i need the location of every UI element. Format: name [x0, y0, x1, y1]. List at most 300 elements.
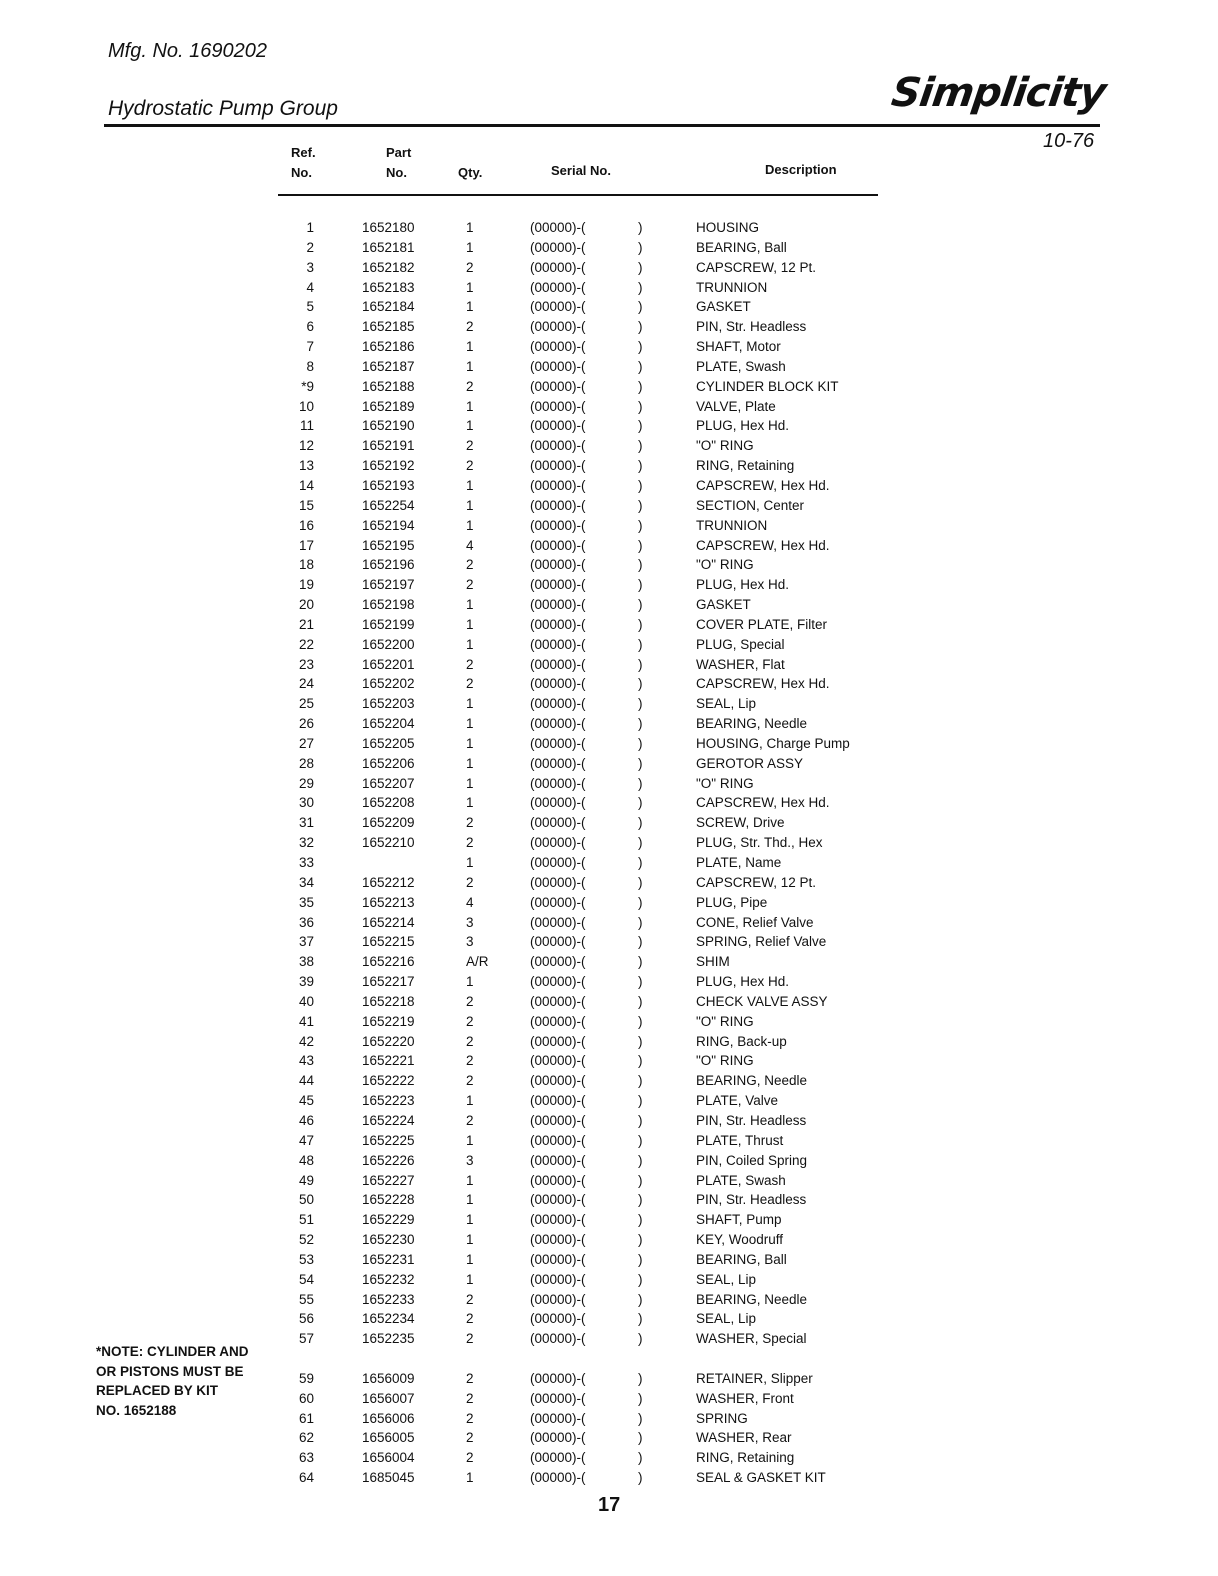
table-row	[0, 595, 1218, 615]
description: BEARING, Needle	[696, 1291, 808, 1307]
ref-number: 32	[298, 835, 314, 851]
description: SEAL, Lip	[696, 696, 757, 712]
table-row	[0, 873, 1218, 893]
serial-number: (00000)-(	[530, 993, 586, 1009]
description: HOUSING, Charge Pump	[696, 735, 850, 751]
table-row	[0, 238, 1218, 258]
ref-number: 25	[298, 696, 314, 712]
part-number: 1652191	[362, 438, 415, 454]
serial-number: (00000)-(	[530, 795, 586, 811]
serial-number: (00000)-(	[530, 1370, 586, 1386]
ref-number: 24	[298, 676, 314, 692]
ref-number: 31	[298, 815, 314, 831]
table-row	[0, 397, 1218, 417]
serial-number: (00000)-(	[530, 1232, 586, 1248]
serial-bracket: )	[638, 398, 643, 414]
part-number: 1652205	[362, 735, 415, 751]
ref-number: 23	[298, 656, 314, 672]
part-number: 1656004	[362, 1450, 415, 1466]
description: PIN, Coiled Spring	[696, 1152, 808, 1168]
part-number: 1652186	[362, 339, 415, 355]
part-number: 1652229	[362, 1212, 415, 1228]
serial-number: (00000)-(	[530, 1053, 586, 1069]
description: CAPSCREW, 12 Pt.	[696, 874, 817, 890]
table-row	[0, 1131, 1218, 1151]
serial-bracket: )	[638, 1430, 643, 1446]
description: PLATE, Thrust	[696, 1132, 784, 1148]
part-number: 1652209	[362, 815, 415, 831]
table-row	[0, 1151, 1218, 1171]
serial-bracket: )	[638, 656, 643, 672]
description: COVER PLATE, Filter	[696, 616, 828, 632]
description: CYLINDER BLOCK KIT	[696, 378, 839, 394]
serial-number: (00000)-(	[530, 477, 586, 493]
quantity: 3	[466, 1152, 474, 1168]
quantity: 2	[466, 1331, 474, 1347]
ref-number: 3	[306, 259, 314, 275]
description: TRUNNION	[696, 279, 768, 295]
table-row	[0, 615, 1218, 635]
serial-bracket: )	[638, 1390, 643, 1406]
ref-number: 44	[298, 1073, 314, 1089]
part-number: 1652183	[362, 279, 415, 295]
ref-number: 39	[298, 974, 314, 990]
ref-number: 36	[298, 914, 314, 930]
serial-bracket: )	[638, 537, 643, 553]
quantity: 2	[466, 438, 474, 454]
part-number: 1656009	[362, 1370, 415, 1386]
description: BEARING, Needle	[696, 1073, 808, 1089]
description: TRUNNION	[696, 517, 768, 533]
quantity: 4	[466, 894, 474, 910]
ref-number: 56	[298, 1311, 314, 1327]
quantity: 1	[466, 1132, 474, 1148]
description: "O" RING	[696, 775, 754, 791]
serial-number: (00000)-(	[530, 1390, 586, 1406]
description: CAPSCREW, Hex Hd.	[696, 795, 830, 811]
part-number: 1652224	[362, 1112, 415, 1128]
quantity: 2	[466, 1073, 474, 1089]
table-row	[0, 1171, 1218, 1191]
quantity: 1	[466, 716, 474, 732]
serial-number: (00000)-(	[530, 1033, 586, 1049]
serial-bracket: )	[638, 1152, 643, 1168]
part-number: 1652194	[362, 517, 415, 533]
serial-bracket: )	[638, 855, 643, 870]
serial-bracket: )	[638, 1073, 643, 1089]
table-row	[0, 1012, 1218, 1032]
quantity: 2	[466, 458, 474, 474]
description: RING, Back-up	[696, 1033, 787, 1049]
serial-number: (00000)-(	[530, 696, 586, 712]
description: CHECK VALVE ASSY	[696, 993, 828, 1009]
ref-number: 15	[298, 497, 314, 513]
ref-number: 14	[298, 477, 314, 493]
part-number: 1652222	[362, 1073, 415, 1089]
description: PLUG, Hex Hd.	[696, 577, 790, 593]
serial-bracket: )	[638, 815, 643, 831]
table-row	[0, 317, 1218, 337]
serial-bracket: )	[638, 299, 643, 315]
serial-bracket: )	[638, 378, 643, 394]
serial-number: (00000)-(	[530, 1192, 586, 1208]
serial-number: (00000)-(	[530, 914, 586, 930]
part-number: 1652221	[362, 1053, 415, 1069]
table-row	[0, 1111, 1218, 1131]
table-row	[0, 1428, 1218, 1448]
ref-number: 51	[298, 1212, 314, 1228]
ref-number: 20	[298, 597, 314, 613]
table-row	[0, 813, 1218, 833]
serial-number: (00000)-(	[530, 458, 586, 474]
serial-bracket: )	[638, 1192, 643, 1208]
part-number: 1652187	[362, 358, 415, 374]
quantity: 1	[466, 1212, 474, 1228]
col-header-ref-line2: No.	[291, 165, 312, 180]
serial-number: (00000)-(	[530, 557, 586, 573]
quantity: 3	[466, 934, 474, 950]
part-number: 1652184	[362, 299, 415, 315]
serial-number: (00000)-(	[530, 279, 586, 295]
serial-number: (00000)-(	[530, 815, 586, 831]
description: GEROTOR ASSY	[696, 755, 804, 771]
serial-number: (00000)-(	[530, 378, 586, 394]
table-row	[0, 734, 1218, 754]
ref-number: 52	[298, 1232, 314, 1248]
ref-number: 4	[306, 279, 314, 295]
table-row	[0, 278, 1218, 298]
quantity: 1	[466, 517, 474, 533]
kit-note	[96, 1342, 296, 1420]
col-header-description: Description	[765, 162, 837, 177]
description: SHAFT, Motor	[696, 339, 781, 355]
description: PLATE, Valve	[696, 1093, 779, 1109]
serial-bracket: )	[638, 259, 643, 275]
serial-bracket: )	[638, 1410, 643, 1426]
serial-number: (00000)-(	[530, 954, 586, 970]
serial-number: (00000)-(	[530, 974, 586, 990]
page-title: Hydrostatic Pump Group	[108, 97, 338, 120]
quantity: 1	[466, 239, 474, 255]
table-row	[0, 436, 1218, 456]
table-row	[0, 694, 1218, 714]
part-number: 1652199	[362, 616, 415, 632]
quantity: 1	[466, 358, 474, 374]
note-line: NO. 1652188	[96, 1402, 177, 1418]
serial-number: (00000)-(	[530, 755, 586, 771]
description: VALVE, Plate	[696, 398, 776, 414]
description: PLATE, Name	[696, 855, 782, 870]
ref-number: 48	[298, 1152, 314, 1168]
description: PLUG, Str. Thd., Hex	[696, 835, 823, 851]
serial-bracket: )	[638, 438, 643, 454]
ref-number: 33	[298, 855, 314, 870]
mfg-number: Mfg. No. 1690202	[108, 40, 267, 62]
quantity: 2	[466, 835, 474, 851]
serial-bracket: )	[638, 1053, 643, 1069]
description: "O" RING	[696, 438, 754, 454]
quantity: 2	[466, 378, 474, 394]
ref-number: 30	[298, 795, 314, 811]
description: RING, Retaining	[696, 1450, 795, 1466]
table-row	[0, 833, 1218, 853]
serial-bracket: )	[638, 636, 643, 652]
ref-number: 63	[298, 1450, 314, 1466]
serial-number: (00000)-(	[530, 259, 586, 275]
ref-number: 42	[298, 1033, 314, 1049]
serial-bracket: )	[638, 616, 643, 632]
quantity: 1	[466, 795, 474, 811]
part-number: 1652197	[362, 577, 415, 593]
table-row	[0, 1290, 1218, 1310]
description: PLUG, Special	[696, 636, 785, 652]
serial-bracket: )	[638, 418, 643, 434]
description: CAPSCREW, Hex Hd.	[696, 477, 830, 493]
part-number: 1652227	[362, 1172, 415, 1188]
serial-number: (00000)-(	[530, 894, 586, 910]
description: PLUG, Hex Hd.	[696, 418, 790, 434]
table-row	[0, 1051, 1218, 1071]
ref-number: 27	[298, 735, 314, 751]
description: SEAL, Lip	[696, 1271, 757, 1287]
description: PIN, Str. Headless	[696, 319, 807, 335]
serial-bracket: )	[638, 696, 643, 712]
description: SHAFT, Pump	[696, 1212, 782, 1228]
description: SECTION, Center	[696, 497, 805, 513]
serial-number: (00000)-(	[530, 418, 586, 434]
ref-number: 62	[298, 1430, 314, 1446]
table-row	[0, 1250, 1218, 1270]
part-number: 1652190	[362, 418, 415, 434]
part-number: 1652214	[362, 914, 415, 930]
description: PLATE, Swash	[696, 1172, 786, 1188]
serial-number: (00000)-(	[530, 1291, 586, 1307]
serial-bracket: )	[638, 358, 643, 374]
quantity: 1	[466, 299, 474, 315]
part-number: 1652206	[362, 755, 415, 771]
serial-number: (00000)-(	[530, 1331, 586, 1347]
serial-number: (00000)-(	[530, 239, 586, 255]
serial-number: (00000)-(	[530, 1410, 586, 1426]
part-number: 1652195	[362, 537, 415, 553]
serial-bracket: )	[638, 874, 643, 890]
ref-number: 21	[298, 616, 314, 632]
serial-number: (00000)-(	[530, 934, 586, 950]
serial-number: (00000)-(	[530, 735, 586, 751]
table-row	[0, 1210, 1218, 1230]
quantity: 1	[466, 398, 474, 414]
serial-number: (00000)-(	[530, 1430, 586, 1446]
table-row	[0, 893, 1218, 913]
ref-number: 28	[298, 755, 314, 771]
serial-bracket: )	[638, 1232, 643, 1248]
col-header-ref-line1: Ref.	[291, 145, 316, 160]
ref-number: 6	[306, 319, 314, 335]
ref-number: 54	[298, 1271, 314, 1287]
description: BEARING, Ball	[696, 1251, 787, 1267]
part-number: 1652201	[362, 656, 415, 672]
table-row	[0, 416, 1218, 436]
ref-number: 49	[298, 1172, 314, 1188]
serial-bracket: )	[638, 1132, 643, 1148]
ref-number: 22	[298, 636, 314, 652]
quantity: 2	[466, 993, 474, 1009]
serial-number: (00000)-(	[530, 1172, 586, 1188]
note-line: *NOTE: CYLINDER AND	[96, 1344, 249, 1359]
quantity: 1	[466, 1232, 474, 1248]
ref-number: 11	[299, 418, 314, 434]
part-number: 1652254	[362, 497, 415, 513]
description: SEAL, Lip	[696, 1311, 757, 1327]
table-row	[0, 952, 1218, 972]
quantity: 1	[466, 497, 474, 513]
revision-date: 10-76	[1043, 130, 1095, 152]
quantity: 2	[466, 1370, 474, 1386]
ref-number: 61	[298, 1410, 314, 1426]
serial-bracket: )	[638, 735, 643, 751]
serial-number: (00000)-(	[530, 398, 586, 414]
serial-bracket: )	[638, 1172, 643, 1188]
table-row	[0, 476, 1218, 496]
quantity: 2	[466, 259, 474, 275]
ref-number: 19	[298, 577, 314, 593]
col-header-part	[386, 143, 411, 183]
serial-bracket: )	[638, 1470, 643, 1486]
serial-bracket: )	[638, 239, 643, 255]
table-row	[0, 913, 1218, 933]
serial-bracket: )	[638, 1311, 643, 1327]
description: BEARING, Ball	[696, 239, 787, 255]
quantity: 2	[466, 577, 474, 593]
serial-number: (00000)-(	[530, 835, 586, 851]
quantity: 1	[466, 339, 474, 355]
part-number: 1685045	[362, 1470, 415, 1486]
quantity: 1	[466, 855, 474, 870]
ref-number: 10	[298, 398, 314, 414]
quantity: 1	[466, 418, 474, 434]
table-row	[0, 1468, 1218, 1488]
serial-bracket: )	[638, 1112, 643, 1128]
table-row	[0, 972, 1218, 992]
description: SHIM	[696, 954, 730, 970]
ref-number: 18	[298, 557, 314, 573]
ref-number: 29	[298, 775, 314, 791]
serial-number: (00000)-(	[530, 1132, 586, 1148]
description: WASHER, Front	[696, 1390, 794, 1406]
description: "O" RING	[696, 1053, 754, 1069]
quantity: 1	[466, 477, 474, 493]
serial-bracket: )	[638, 597, 643, 613]
part-number: 1652219	[362, 1013, 415, 1029]
serial-bracket: )	[638, 755, 643, 771]
serial-number: (00000)-(	[530, 1152, 586, 1168]
part-number: 1652232	[362, 1271, 415, 1287]
serial-bracket: )	[638, 1370, 643, 1386]
quantity: 2	[466, 1033, 474, 1049]
description: "O" RING	[696, 557, 754, 573]
serial-number: (00000)-(	[530, 1311, 586, 1327]
table-row	[0, 1190, 1218, 1210]
table-row	[0, 655, 1218, 675]
serial-bracket: )	[638, 220, 643, 235]
ref-number: 1	[306, 220, 314, 235]
part-number: 1652193	[362, 477, 415, 493]
part-number: 1652202	[362, 676, 415, 692]
ref-number: 8	[306, 358, 314, 374]
description: SCREW, Drive	[696, 815, 785, 831]
col-header-ref	[291, 143, 316, 183]
serial-number: (00000)-(	[530, 1450, 586, 1466]
part-number: 1652182	[362, 259, 415, 275]
serial-number: (00000)-(	[530, 1251, 586, 1267]
ref-number: 53	[298, 1251, 314, 1267]
description: SEAL & GASKET KIT	[696, 1470, 826, 1486]
brand-logo: Simplicity	[888, 70, 1109, 116]
serial-number: (00000)-(	[530, 1073, 586, 1089]
part-number: 1652200	[362, 636, 415, 652]
quantity: 3	[466, 914, 474, 930]
table-row	[0, 635, 1218, 655]
part-number: 1652228	[362, 1192, 415, 1208]
col-header-serial: Serial No.	[551, 163, 611, 178]
ref-number: 34	[298, 874, 314, 890]
serial-number: (00000)-(	[530, 1013, 586, 1029]
ref-number: 41	[298, 1013, 314, 1029]
serial-number: (00000)-(	[530, 716, 586, 732]
table-row	[0, 754, 1218, 774]
serial-number: (00000)-(	[530, 1112, 586, 1128]
quantity: 2	[466, 1013, 474, 1029]
quantity: 2	[466, 1112, 474, 1128]
description: KEY, Woodruff	[696, 1232, 784, 1248]
table-row	[0, 714, 1218, 734]
serial-bracket: )	[638, 1093, 643, 1109]
part-number: 1652230	[362, 1232, 415, 1248]
ref-number: 50	[298, 1192, 314, 1208]
description: PIN, Str. Headless	[696, 1112, 807, 1128]
ref-number: 38	[298, 954, 314, 970]
serial-bracket: )	[638, 1450, 643, 1466]
ref-number: 7	[306, 339, 314, 355]
serial-number: (00000)-(	[530, 577, 586, 593]
serial-bracket: )	[638, 339, 643, 355]
table-row	[0, 1448, 1218, 1468]
serial-number: (00000)-(	[530, 537, 586, 553]
quantity: 2	[466, 319, 474, 335]
table-row	[0, 774, 1218, 794]
serial-bracket: )	[638, 894, 643, 910]
part-number: 1652217	[362, 974, 415, 990]
serial-bracket: )	[638, 716, 643, 732]
description: PLUG, Pipe	[696, 894, 768, 910]
serial-bracket: )	[638, 914, 643, 930]
table-row	[0, 377, 1218, 397]
serial-bracket: )	[638, 577, 643, 593]
ref-number: 64	[298, 1470, 314, 1486]
part-number: 1652181	[362, 239, 415, 255]
quantity: 2	[466, 1430, 474, 1446]
description: RETAINER, Slipper	[696, 1370, 813, 1386]
ref-number: 17	[298, 537, 314, 553]
part-number: 1652218	[362, 993, 415, 1009]
serial-bracket: )	[638, 1212, 643, 1228]
part-number: 1652220	[362, 1033, 415, 1049]
part-number: 1652212	[362, 874, 415, 890]
ref-number: 35	[298, 894, 314, 910]
quantity: 2	[466, 874, 474, 890]
serial-number: (00000)-(	[530, 1093, 586, 1109]
part-number: 1652180	[362, 220, 415, 235]
